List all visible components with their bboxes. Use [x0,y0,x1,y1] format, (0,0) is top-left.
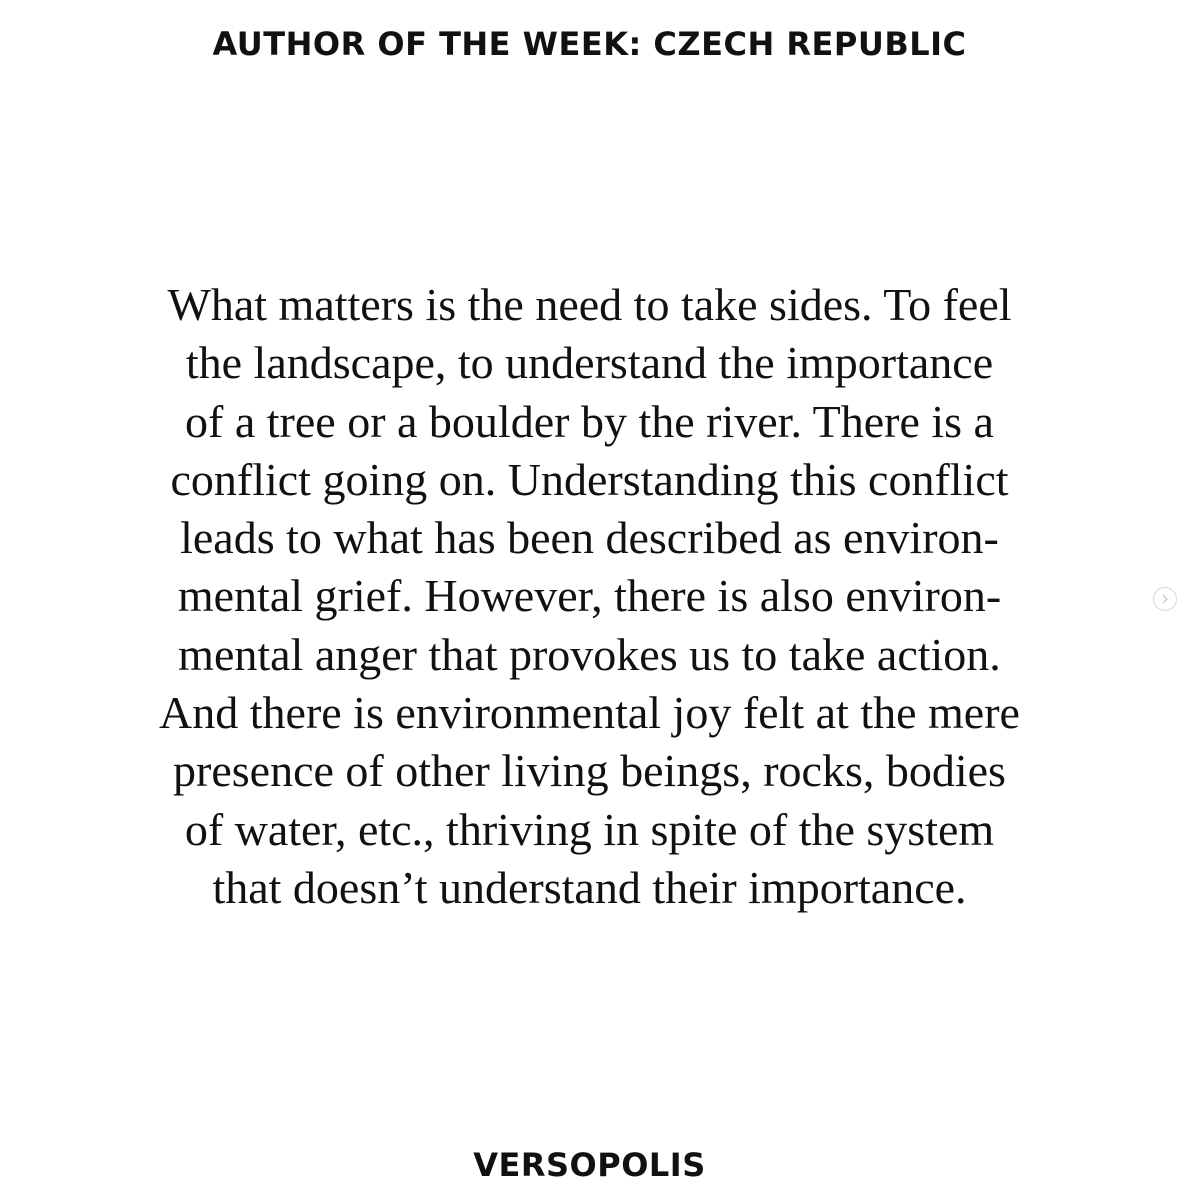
quote-line: And there is environmental joy felt at the mere [159,687,1020,739]
quote-text [110,276,1069,917]
page-title: AUTHOR OF THE WEEK: CZECH REPUBLIC [212,25,967,63]
quote-line: that doesn’t understand their importance. [212,861,967,913]
quote-line: leads to what has been described as environ- [180,512,999,564]
quote-line: conflict going on. Understanding this conflict [170,453,1009,505]
quote-line: of a tree or a boulder by the river. There is a [185,395,994,447]
quote-line: the landscape, to understand the importance [185,337,994,389]
next-slide-button[interactable] [1153,587,1177,611]
brand-logo-text: VERSOPOLIS [473,1146,706,1184]
quote-line: mental anger that provokes us to take action. [178,628,1001,680]
quote-line: of water, etc., thriving in spite of the system [184,803,995,855]
quote-line: What matters is the need to take sides. To feel [167,279,1012,330]
chevron-right-icon [1160,594,1170,604]
quote-line: presence of other living beings, rocks, bodies [173,745,1006,797]
quote-line: mental grief. However, there is also environ- [177,570,1002,622]
